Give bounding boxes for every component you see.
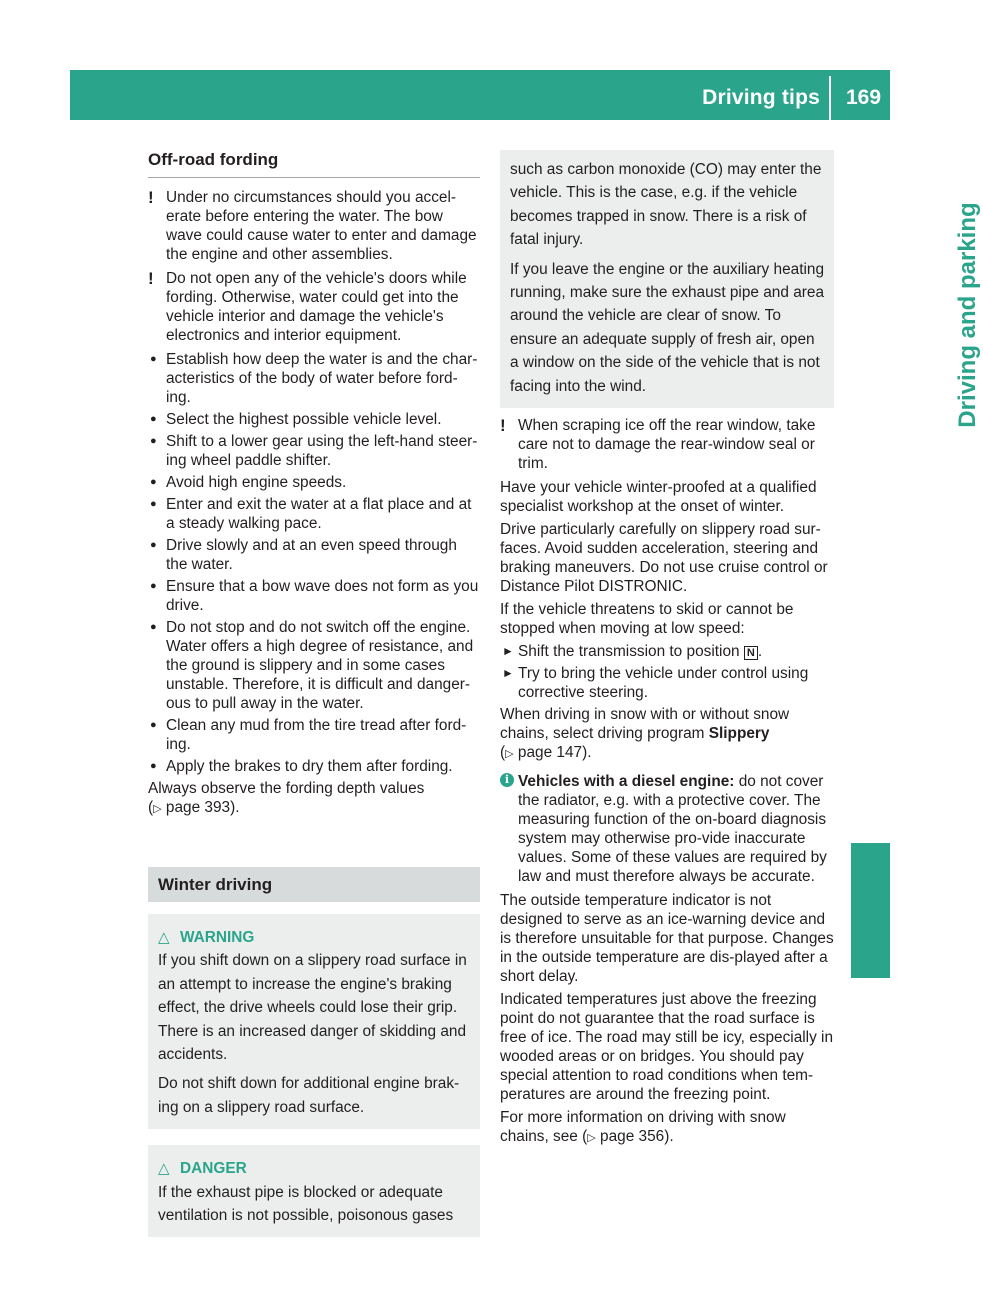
bullet-icon: ● [150,621,157,633]
warning-triangle-icon: △ [158,929,170,946]
header-separator [829,76,831,120]
list-item: ● Enter and exit the water at a flat place and at a steady walking pace. [150,496,472,532]
bullet-icon: ● [150,580,157,592]
instruction-step: ► Shift the transmission to position N . [502,643,763,661]
exclamation-icon: ! [500,416,506,436]
bullet-icon: ● [150,353,157,365]
list-item: ● Clean any mud from the tire tread after ford-ing. [150,717,467,753]
warning-triangle-icon: △ [158,1160,170,1178]
list-item: ● Apply the brakes to dry them after fording. [150,758,453,775]
list-item: ● Do not stop and do not switch off the engine. Water offers a high degree of resistance, and the ground is slippery and in some cases unstable. Therefore, it is difficult and danger-ous to pull away in the water. [150,619,474,712]
bullet-icon: ● [150,498,157,510]
page-ref-triangle-icon: ▷ [505,748,514,761]
danger-box-continued: such as carbon monoxide (CO) may enter the vehicle. This is the case, e.g. if the vehicle becomes trapped in snow. There is a risk of fatal injury. If you leave the engine or the auxiliary heating running, make sure the exhaust pipe and area around the vehicle are clear of snow. To ensure an adequate supply of fresh air, open a window on the side of the vehicle that is not facing into the wind. [500,150,834,408]
exclamation-icon: ! [148,269,154,288]
exclamation-icon: ! [148,188,154,207]
danger-box: △ DANGER If the exhaust pipe is blocked or adequate ventilation is not possible, poisonous gases [148,1145,480,1237]
info-icon: i [500,773,514,787]
instruction-step: ► Try to bring the vehicle under control using corrective steering. [502,665,809,702]
paragraph: The outside temperature indicator is not designed to serve as an ice-warning device and is therefore unsuitable for that purpose. Changes in the outside temperature are dis-played after a short delay. [500,892,834,986]
bullet-icon: ● [150,476,157,488]
right-column [500,150,834,1152]
bullet-icon: ● [150,539,157,551]
list-item: ● Drive slowly and at an even speed through the water. [150,537,457,573]
danger-heading: △ DANGER [158,1157,470,1180]
warning-heading: △ WARNING [158,926,470,949]
paragraph: Have your vehicle winter-proofed at a qualified specialist workshop at the onset of winter. [500,479,817,516]
notice-note: ! When scraping ice off the rear window, take care not to damage the rear-window seal or trim. [500,416,816,473]
side-tab-block [851,843,890,978]
step-arrow-icon: ► [502,666,514,681]
left-column [148,150,480,1237]
paragraph: If the vehicle threatens to skid or cannot be stopped when moving at low speed: [500,601,794,638]
page-ref-triangle-icon: ▷ [153,803,162,815]
list-item: ● Ensure that a bow wave does not form as you drive. [150,578,479,614]
bullet-icon: ● [150,760,157,772]
list-item: ● Select the highest possible vehicle level. [150,411,442,428]
side-tab-label: Driving and parking [954,202,981,428]
list-item: ● Establish how deep the water is and the char-acteristics of the body of water before ford-ing. [150,351,478,406]
notice-note: ! Under no circumstances should you accel-erate before entering the water. The bow wave could cause water to enter and damage the engine and other assemblies. [148,188,477,263]
bullet-icon: ● [150,413,157,425]
paragraph: For more information on driving with snow chains, see (▷ page 356). [500,1109,786,1146]
page-ref-triangle-icon: ▷ [587,1132,596,1145]
paragraph: Indicated temperatures just above the freezing point do not guarantee that the road surface is free of ice. The road may still be icy, especially in wooded areas or on bridges. You should pay special attention to road conditions when tem-peratures are around the freezing point. [500,991,834,1104]
paragraph: Drive particularly carefully on slippery road sur-faces. Avoid sudden acceleration, steering and braking maneuvers. Do not use cruise control or Distance Pilot DISTRONIC. [500,521,828,596]
fording-depth-text: Always observe the fording depth values (▷ page 393). [148,780,425,816]
warning-box: △ WARNING If you shift down on a slippery road surface in an attempt to increase the engine's braking effect, the drive wheels could lose their grip. There is an increased danger of skidding and accidents. Do not shift down for additional engine brak-ing on a slippery road surface. [148,914,480,1129]
bullet-icon: ● [150,435,157,447]
section-title-offroad: Off-road fording [148,150,480,178]
page-link[interactable]: page 147). [517,744,592,762]
notice-note: ! Do not open any of the vehicle's doors while fording. Otherwise, water could get into the vehicle interior and damage the vehicle's electronics and interior equipment. [148,269,467,344]
info-note: i Vehicles with a diesel engine: do not cover the radiator, e.g. with a protective cover. The measuring function of the on-board diagnosis system may otherwise pro-vide inaccurate values. Some of these values are required by law and must therefore always be accurate. [500,772,834,886]
page-number: 169 [846,86,882,109]
list-item: ● Shift to a lower gear using the left-hand steer-ing wheel paddle shifter. [150,433,478,469]
step-arrow-icon: ► [502,644,514,659]
gear-n-icon: N [744,646,758,660]
page-link[interactable]: page 393). [165,799,240,816]
paragraph: When driving in snow with or without snow chains, select driving program Slippery (▷ page 147). [500,706,790,762]
list-item: ● Avoid high engine speeds. [150,474,347,491]
page-link[interactable]: page 356). [600,1128,674,1146]
chapter-title: Driving tips [702,86,820,109]
section-title-winter: Winter driving [148,867,480,902]
bullet-icon: ● [150,719,157,731]
